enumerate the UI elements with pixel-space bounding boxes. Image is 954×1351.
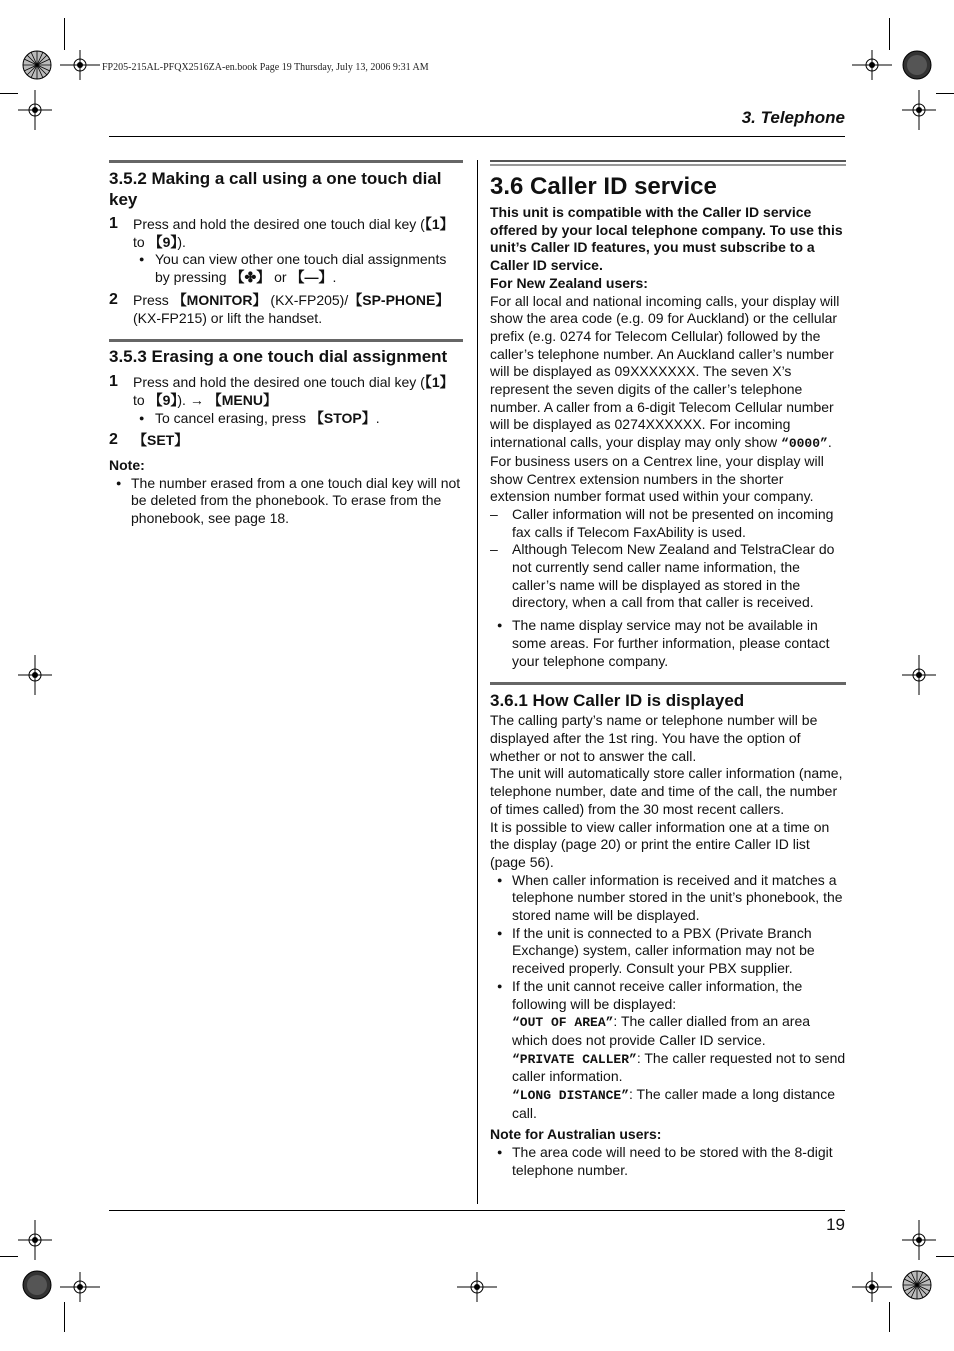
key-9: 【9】 [148, 391, 178, 408]
page-number: 19 [826, 1215, 845, 1234]
file-info-line: FP205-215AL-PFQX2516ZA-en.book Page 19 Thursday, July 13, 2006 9:31 AM [102, 62, 429, 73]
display-desc: : The caller requested not to send caller information. [512, 1049, 846, 1085]
nz-label: For New Zealand users: [490, 274, 648, 291]
au-label: Note for Australian users: [490, 1126, 662, 1143]
display-message-item [512, 1050, 846, 1086]
display-message-item [512, 1086, 846, 1122]
bullet-item [490, 978, 846, 1123]
bullet-item: ● The name display service may not be available in some areas. For further information, please contact your telephone company. [490, 617, 846, 670]
nz-paragraph [490, 293, 846, 506]
registration-starburst-icon [22, 50, 52, 80]
key-plus: 【✤】 [230, 269, 271, 286]
step-text: to [133, 391, 149, 408]
nz-text: For all local and national incoming calls, your display will show the area code (e.g. 09 for Auckland) or the cellular prefix (e.g. 0274 for Telecom Cellular) followed by the caller’s telephone number. An Auckland caller’s number will be displayed as 09XXXXXXX. The seven X’s represent the seven digits of the caller’s telephone number. A caller from a 6-digit Telecom Cellular number will be displayed as 0274XXXXXX. For incoming international calls, your display may only show [490, 292, 840, 451]
note-label: Note: [109, 457, 145, 474]
section-title: 3.5.2 Making a call using a one touch dial key [109, 169, 442, 209]
step-2 [109, 292, 463, 327]
bullet-text: ● If the unit cannot receive caller information, the following will be displayed: [512, 977, 803, 1012]
crosshair-target-icon [457, 1272, 497, 1302]
step-2 [109, 432, 463, 450]
bullet-text: . [332, 269, 337, 286]
bullet-item: ● The area code will need to be stored with the 8-digit telephone number. [490, 1144, 846, 1179]
crop-line [0, 93, 18, 94]
crop-line [889, 18, 890, 50]
intro-text: This unit is compatible with the Caller ID service offered by your local telephone company. To use this unit’s Caller ID features, you must subscribe to a Caller ID service. [490, 204, 843, 274]
step-1 [109, 216, 463, 251]
section-rule [109, 339, 463, 342]
crop-line [936, 1256, 954, 1257]
crosshair-target-icon [60, 1272, 100, 1302]
step-number: 1 [109, 215, 118, 232]
bullet-text: or [270, 269, 291, 286]
step-text: Press [133, 291, 173, 308]
key-1: 【1】 [424, 216, 454, 232]
crop-line [0, 1256, 18, 1257]
paragraph: The unit will automatically store caller information (name, telephone number, date and time of the call, the number of times called) from the 30 most recent callers. [490, 765, 843, 817]
step-text: Press and hold the desired one touch dial key ( [133, 374, 425, 391]
section-title: 3.6.1 How Caller ID is displayed [490, 691, 745, 711]
registration-starburst-icon [902, 1270, 932, 1300]
step-text: Press and hold the desired one touch dial key ( [133, 216, 425, 232]
registration-dark-circle-icon [902, 50, 932, 80]
display-code: “OUT OF AREA” [512, 1015, 614, 1031]
left-column [109, 160, 463, 528]
key-9: 【9】 [148, 233, 178, 250]
display-code: “LONG DISTANCE” [512, 1088, 630, 1104]
step-number: 2 [109, 290, 118, 308]
section-rule [109, 160, 463, 163]
crosshair-target-icon [902, 1220, 936, 1260]
key-minus: 【—】 [290, 269, 333, 286]
display-code: “PRIVATE CALLER” [512, 1051, 637, 1067]
step-text: to [133, 233, 149, 250]
crop-line [889, 1302, 890, 1332]
display-message-item [512, 1013, 846, 1049]
bullet-text: To cancel erasing, press [155, 409, 310, 426]
key-1: 【1】 [424, 374, 454, 391]
header-rule [109, 136, 845, 137]
page-title: 3.6 Caller ID service [490, 173, 717, 200]
step-1 [109, 374, 463, 409]
display-code: “0000” [781, 436, 828, 452]
running-head: 3. Telephone [741, 108, 845, 127]
crosshair-target-icon [852, 50, 892, 80]
display-desc: : The caller made a long distance call. [512, 1086, 836, 1121]
bullet-item: ● When caller information is received and it matches a telephone number stored in the unit’s phonebook, the stored name will be displayed. [490, 872, 846, 925]
crosshair-target-icon [902, 655, 936, 695]
step-text: ). [177, 233, 186, 250]
display-desc: : The caller dialled from an area which does not provide Caller ID service. [512, 1013, 811, 1048]
paragraph: It is possible to view caller information one at a time on the display (page 20) or print the entire Caller ID list (page 56). [490, 818, 830, 870]
crosshair-target-icon [18, 90, 52, 130]
crop-line [64, 1302, 65, 1332]
bullet-text: . [375, 409, 380, 426]
crop-line [64, 18, 65, 50]
crosshair-target-icon [902, 90, 936, 130]
key-stop: 【STOP】 [309, 409, 376, 426]
note-bullet: ● The number erased from a one touch dial key will not be deleted from the phonebook. To erase from the phonebook, see page 18. [109, 475, 463, 528]
step-number: 2 [109, 431, 118, 449]
dash-item: – Caller information will not be presented on incoming fax calls if Telecom FaxAbility is used. [490, 506, 846, 541]
key-menu: 【MENU】 [207, 391, 277, 408]
section-title: 3.5.3 Erasing a one touch dial assignment [109, 347, 448, 367]
bullet-text: You can view other one touch dial assignments by pressing [155, 251, 447, 286]
step-number: 1 [109, 373, 118, 391]
registration-dark-circle-icon [22, 1270, 52, 1300]
section-rule-double [490, 164, 846, 166]
step-text: ). → [177, 391, 208, 408]
step-text: (KX-FP205)/ [266, 291, 349, 308]
key-sp-phone: 【SP-PHONE】 [348, 291, 450, 308]
nz-text: . For business users on a Centrex line, your display will show Centrex extension numbers in the shorter extension number format used within your company. [490, 434, 832, 505]
crosshair-target-icon [852, 1272, 892, 1302]
section-rule [490, 682, 846, 685]
crosshair-target-icon [18, 655, 52, 695]
key-monitor: 【MONITOR】 [172, 291, 267, 308]
crosshair-target-icon [60, 50, 100, 80]
column-divider [477, 160, 478, 1204]
step-text: (KX-FP215) or lift the handset. [133, 309, 323, 326]
crop-line [936, 93, 954, 94]
step-bullet [131, 410, 463, 428]
dash-item: – Although Telecom New Zealand and TelstraClear do not currently send caller name information, the caller’s name will be displayed as stored in the directory, when a call from that caller is received. [490, 541, 846, 612]
paragraph: The calling party’s name or telephone number will be displayed after the 1st ring. You have the option of whether or not to answer the call. [490, 712, 818, 764]
crosshair-target-icon [18, 1220, 52, 1260]
footer-rule [109, 1210, 845, 1211]
right-column [490, 160, 846, 1180]
step-bullet [131, 251, 463, 286]
bullet-item: ● If the unit is connected to a PBX (Private Branch Exchange) system, caller information may not be received properly. Consult your PBX supplier. [490, 925, 846, 978]
section-rule-double [490, 160, 846, 162]
key-set: 【SET】 [133, 432, 189, 449]
